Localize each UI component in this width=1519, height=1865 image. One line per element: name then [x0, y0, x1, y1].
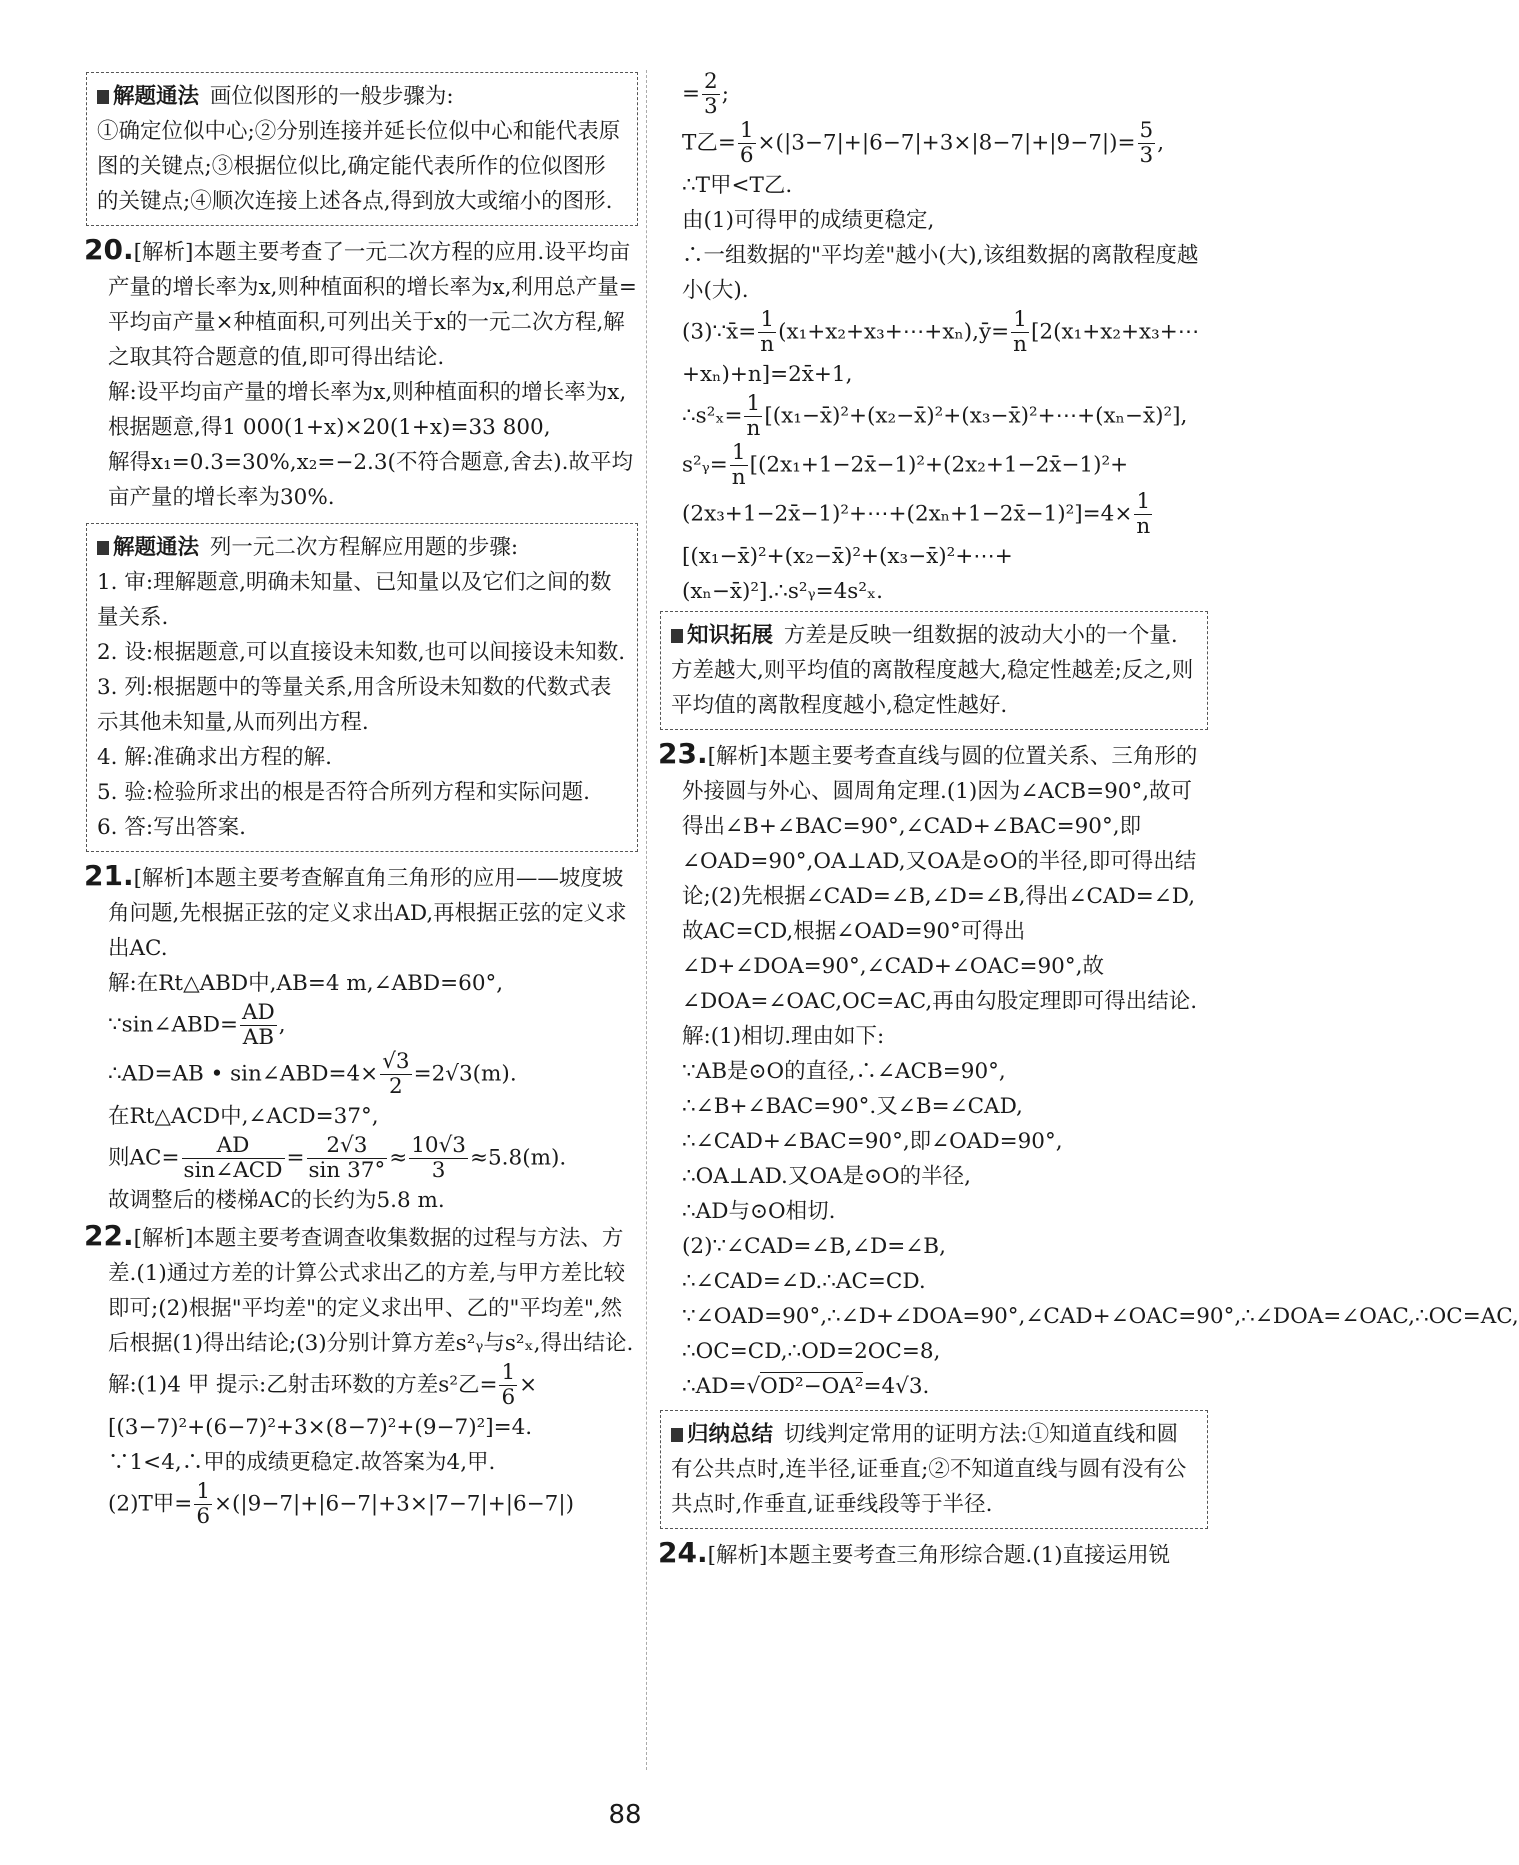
tip-step: 1. 审:理解题意,明确未知量、已知量以及它们之间的数量关系.	[97, 570, 612, 630]
tip-tag: 解题通法	[97, 79, 203, 114]
solution-line: ∴s²ₓ= $\frac{1}{n}$ [(x₁−x̄)²+(x₂−x̄)²+(x₃−x̄)²+⋯+(xₙ−x̄)²],	[682, 391, 1188, 441]
analysis-label: [解析]	[133, 240, 194, 265]
tip-tag: 知识拓展	[671, 618, 777, 653]
tip-step: 3. 列:根据题中的等量关系,用含所设未知数的代数式表示其他未知量,从而列出方程.	[97, 675, 612, 735]
solution-line: ∴AD=√OD²−OA²=4√3.	[682, 1374, 930, 1399]
tip-box-method-1	[86, 72, 638, 226]
question-number: 23.	[658, 737, 708, 770]
solution-line: ∴OA⊥AD.又OA是⊙O的半径,	[682, 1164, 972, 1189]
fraction: $\frac{2√3}{\sin 37^\circ}$	[308, 1133, 386, 1183]
solution-line: 则AC= $\frac{AD}{\text{sin∠ACD}}$ = $\frac{2√3}{\sin 37^\circ}$ ≈ $\frac{10√3}{3}$ ≈5.8(m).	[108, 1133, 567, 1183]
question-24	[660, 1535, 1208, 1573]
question-number: 22.	[84, 1219, 134, 1252]
solution-line: ∴一组数据的"平均差"越小(大),该组数据的离散程度越小(大).	[682, 243, 1199, 303]
column-divider	[646, 70, 647, 1770]
tip-step: 4. 解:准确求出方程的解.	[97, 745, 332, 770]
analysis-text: 本题主要考查调查收集数据的过程与方法、方差.(1)通过方差的计算公式求出乙的方差,与甲方差比较即可;(2)根据"平均差"的定义求出甲、乙的"平均差",然后根据(1)得出结论;(3)分别计算方差s²ᵧ与s²ₓ,得出结论.	[108, 1226, 634, 1356]
fraction: $\frac{1}{6}$	[196, 1479, 210, 1529]
solution-line: = $\frac{2}{3}$ ;	[682, 69, 729, 119]
page-number: 88	[608, 1800, 642, 1830]
fraction: $\frac{1}{n}$	[760, 307, 775, 357]
solution-line: (2)∵∠CAD=∠B,∠D=∠B,	[682, 1234, 946, 1259]
analysis-text: 本题主要考查直线与圆的位置关系、三角形的外接圆与外心、圆周角定理.(1)因为∠ACB=90°,故可得出∠B+∠BAC=90°,∠CAD+∠BAC=90°,即∠OAD=90°,OA⊥AD,又OA是⊙O的半径,即可得出结论;(2)先根据∠CAD=∠B,∠D=∠B,得出∠CAD=∠D,故AC=CD,根据∠OAD=90°可得出∠D+∠DOA=90°,∠CAD+∠OAC=90°,故∠DOA=∠OAC,OC=AC,再由勾股定理即可得出结论.	[682, 744, 1198, 1014]
question-number: 24.	[658, 1536, 708, 1569]
fraction: $\frac{1}{6}$	[501, 1360, 516, 1410]
tip-body: ①确定位似中心;②分别连接并延长位似中心和能代表原图的关键点;③根据位似比,确定能代表所作的位似图形的关键点;④顺次连接上述各点,得到放大或缩小的图形.	[97, 119, 621, 214]
solution-line: 解:(1)4 甲 提示:乙射击环数的方差s²乙= $\frac{1}{6}$ ×	[108, 1360, 538, 1410]
question-number: 21.	[84, 859, 134, 892]
question-20	[86, 232, 638, 375]
radical: OD²−OA²	[760, 1374, 864, 1399]
solution-line: ∴AD与⊙O相切.	[682, 1199, 836, 1224]
question-23	[660, 736, 1208, 1019]
solution-line: ∵AB是⊙O的直径,∴∠ACB=90°,	[682, 1059, 1006, 1084]
solution-line: 解:(1)相切.理由如下:	[682, 1024, 885, 1049]
tip-tag: 解题通法	[97, 530, 203, 565]
fraction: $\frac{AD}{AB}$	[242, 1000, 275, 1050]
analysis-label: [解析]	[133, 866, 194, 891]
q22-continued	[660, 70, 1208, 609]
question-number: 20.	[84, 233, 134, 266]
tip-box-summary	[660, 1410, 1208, 1529]
fraction: $\frac{1}{n}$	[731, 440, 746, 490]
solution-line: 根据题意,得1 000(1+x)×20(1+x)=33 800,	[108, 415, 551, 440]
solution-line: ∴T甲<T乙.	[682, 173, 793, 198]
solution-line: ∵∠OAD=90°,∴∠D+∠DOA=90°,∠CAD+∠OAC=90°,∴∠DOA=∠OAC,∴OC=AC,	[682, 1304, 1519, 1329]
right-column	[658, 69, 1519, 1573]
solution-line: ∴OC=CD,∴OD=2OC=8,	[682, 1339, 941, 1364]
fraction: $\frac{1}{6}$	[739, 118, 754, 168]
solution-line: [(3−7)²+(6−7)²+3×(8−7)²+(9−7)²]=4.	[108, 1415, 533, 1440]
tip-step: 6. 答:写出答案.	[97, 815, 246, 840]
fraction: $\frac{AD}{\text{sin∠ACD}}$	[183, 1133, 283, 1183]
analysis-label: [解析]	[707, 1543, 768, 1568]
question-21	[86, 858, 638, 966]
tip-box-knowledge	[660, 611, 1208, 730]
q22-solution	[86, 1361, 638, 1529]
solution-line: ∵sin∠ABD= $\frac{AD}{AB}$ ,	[108, 1000, 286, 1050]
q20-solution	[86, 375, 638, 515]
q21-solution	[86, 966, 638, 1218]
tip-title: 列一元二次方程解应用题的步骤:	[209, 535, 519, 560]
fraction: $\frac{5}{3}$	[1139, 118, 1154, 168]
fraction: $\frac{1}{n}$	[746, 391, 761, 441]
solution-line: ∴∠B+∠BAC=90°.又∠B=∠CAD,	[682, 1094, 1023, 1119]
analysis-text: 本题主要考查三角形综合题.(1)直接运用锐	[767, 1543, 1171, 1568]
solution-line: s²ᵧ= $\frac{1}{n}$ [(2x₁+1−2x̄−1)²+(2x₂+1−2x̄−1)²+(2x₃+1−2x̄−1)²+⋯+(2xₙ+1−2x̄−1)²]=4× $\frac{1}{n}$ [(x₁−x̄)²+(x₂−x̄)²+(x₃−x̄)²+⋯+(xₙ−x̄)²].∴s²ᵧ=4s²ₓ.	[682, 440, 1151, 604]
analysis-text: 本题主要考查解直角三角形的应用——坡度坡角问题,先根据正弦的定义求出AD,再根据正弦的定义求出AC.	[108, 866, 627, 961]
fraction: $\frac{10√3}{3}$	[411, 1133, 466, 1183]
analysis-text: 本题主要考查了一元二次方程的应用.设平均亩产量的增长率为x,则种植面积的增长率为x,利用总产量=平均亩产量×种植面积,可列出关于x的一元二次方程,解之取其符合题意的值,即可得出结论.	[108, 240, 637, 370]
fraction: $\frac{√3}{2}$	[382, 1049, 410, 1099]
tip-body: 方差是反映一组数据的波动大小的一个量.方差越大,则平均值的离散程度越大,稳定性越差;反之,则平均值的离散程度越小,稳定性越好.	[671, 623, 1194, 718]
solution-line: ∴AD=AB • sin∠ABD=4× $\frac{√3}{2}$ =2√3(m).	[108, 1049, 517, 1099]
solution-line: ∴∠CAD+∠BAC=90°,即∠OAD=90°,	[682, 1129, 1063, 1154]
tip-step: 2. 设:根据题意,可以直接设未知数,也可以间接设未知数.	[97, 640, 626, 665]
solution-line: T乙= $\frac{1}{6}$ ×(|3−7|+|6−7|+3×|8−7|+|9−7|)= $\frac{5}{3}$ ,	[682, 118, 1165, 168]
tip-title: 画位似图形的一般步骤为:	[209, 84, 454, 109]
solution-line: ∵1<4,∴甲的成绩更稳定.故答案为4,甲.	[108, 1450, 496, 1475]
analysis-label: [解析]	[133, 1226, 194, 1251]
solution-line: (2)T甲= $\frac{1}{6}$ ×(|9−7|+|6−7|+3×|7−7|+|6−7|)	[108, 1479, 574, 1529]
question-22	[86, 1218, 638, 1361]
solution-line: 在Rt△ACD中,∠ACD=37°,	[108, 1104, 379, 1129]
solution-line: ∴∠CAD=∠D.∴AC=CD.	[682, 1269, 926, 1294]
tip-box-method-2	[86, 523, 638, 852]
solution-line: (3)∵x̄= $\frac{1}{n}$ (x₁+x₂+x₃+⋯+xₙ),ȳ= $\frac{1}{n}$ [2(x₁+x₂+x₃+⋯+xₙ)+n]=2x̄+1,	[682, 307, 1200, 387]
left-column	[86, 70, 638, 1529]
solution-line: 由(1)可得甲的成绩更稳定,	[682, 208, 935, 233]
fraction: $\frac{1}{n}$	[1013, 307, 1027, 357]
q23-solution	[660, 1019, 1519, 1404]
tip-step: 5. 验:检验所求出的根是否符合所列方程和实际问题.	[97, 780, 590, 805]
analysis-label: [解析]	[707, 744, 768, 769]
tip-body: 切线判定常用的证明方法:①知道直线和圆有公共点时,连半径,证垂直;②不知道直线与圆有没有公共点时,作垂直,证垂线段等于半径.	[671, 1422, 1187, 1517]
fraction: $\frac{1}{n}$	[1136, 489, 1151, 539]
solution-line: 解:在Rt△ABD中,AB=4 m,∠ABD=60°,	[108, 971, 504, 996]
tip-tag: 归纳总结	[671, 1417, 777, 1452]
solution-line: 解:设平均亩产量的增长率为x,则种植面积的增长率为x,	[108, 380, 627, 405]
solution-line: 故调整后的楼梯AC的长约为5.8 m.	[108, 1188, 445, 1213]
solution-line: 解得x₁=0.3=30%,x₂=−2.3(不符合题意,舍去).故平均亩产量的增长率为30%.	[108, 450, 633, 510]
fraction: $\frac{2}{3}$	[704, 69, 718, 119]
